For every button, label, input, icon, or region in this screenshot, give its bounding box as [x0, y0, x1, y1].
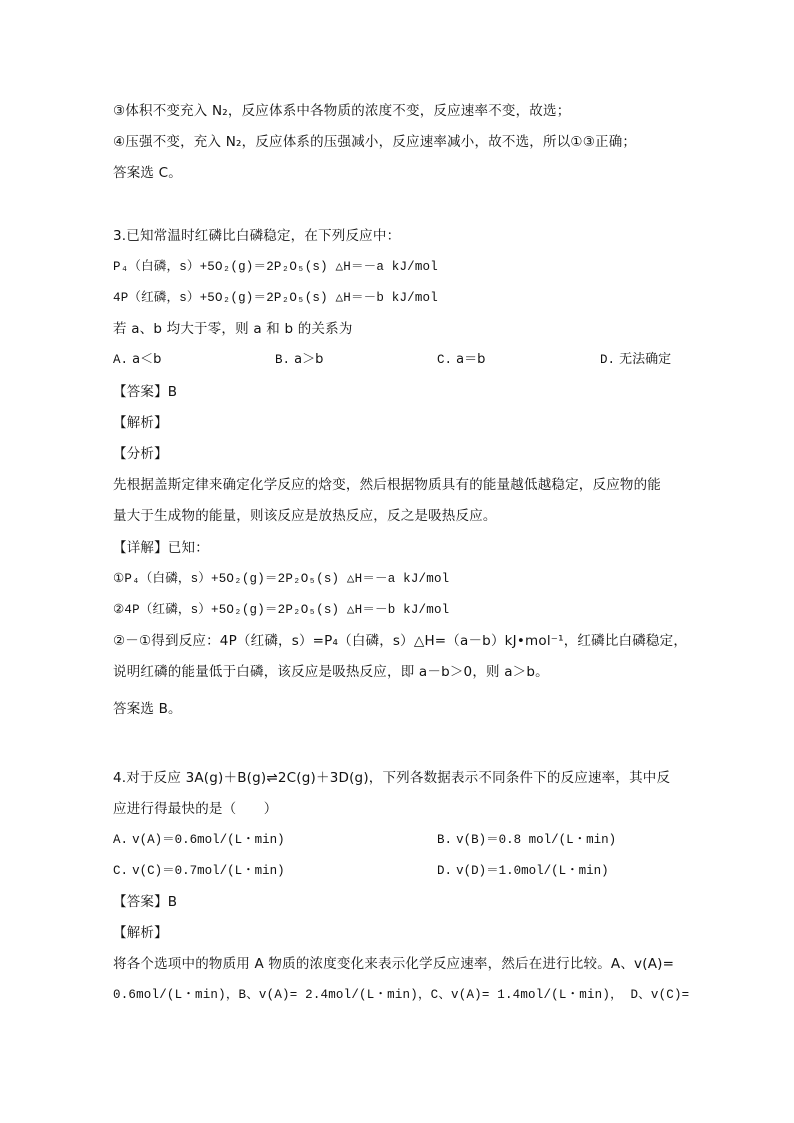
question-4-option-c: [113, 861, 285, 881]
explanation-line-3: ③体积不变充入 N₂，反应体系中各物质的浓度不变，反应速率不变，故选；: [113, 103, 571, 119]
option-text: a＝b: [456, 352, 486, 367]
option-label: A.: [113, 833, 129, 847]
question-3-option-d: [600, 350, 671, 370]
question-4-option-d: [437, 861, 609, 881]
option-label: D.: [600, 353, 616, 367]
question-3-option-a: [113, 350, 161, 370]
question-3-detail-equation-2: ②4P（红磷，s）+5O₂(g)＝2P₂O₅(s) △H＝－b kJ/mol: [113, 603, 450, 617]
option-text: 无法确定: [619, 352, 672, 367]
question-3-conclusion: 答案选 B。: [113, 701, 182, 717]
option-label: C.: [437, 353, 453, 367]
option-text: v(B)＝0.8 mol/(L・min): [456, 833, 617, 847]
question-3-analysis-label: 【解析】: [113, 415, 168, 431]
question-4-option-b: [437, 830, 616, 850]
option-text: a＜b: [132, 352, 162, 367]
question-3-fenxi-line-2: 量大于生成物的能量，则该反应是放热反应，反之是吸热反应。: [113, 508, 497, 524]
answer-line: 答案选 C。: [113, 165, 182, 181]
option-label: A.: [113, 353, 129, 367]
option-text: a＞b: [294, 352, 324, 367]
question-3-fenxi-line-1: 先根据盖斯定律来确定化学反应的焓变，然后根据物质具有的能量越低越稳定，反应物的能: [113, 477, 661, 493]
question-3-condition: 若 a、b 均大于零，则 a 和 b 的关系为: [113, 321, 353, 337]
question-3-option-c: [437, 350, 485, 370]
option-label: B.: [275, 353, 291, 367]
question-3-stem: 3.已知常温时红磷比白磷稳定，在下列反应中：: [113, 228, 401, 244]
question-3-equation-2: 4P（红磷，s）+5O₂(g)＝2P₂O₅(s) △H＝－b kJ/mol: [113, 291, 438, 305]
question-3-equation-1: P₄（白磷，s）+5O₂(g)＝2P₂O₅(s) △H＝－a kJ/mol: [113, 260, 438, 274]
explanation-line-4: ④压强不变，充入 N₂，反应体系的压强减小，反应速率减小，故不选，所以①③正确；: [113, 134, 637, 150]
question-3-detail-line-3: ②－①得到反应：4P（红磷，s）=P₄（白磷，s）△H=（a－b）kJ•mol⁻¹，红磷比白磷稳定，: [113, 633, 688, 649]
question-4-stem-line-2: 应进行得最快的是（ ）: [113, 801, 278, 817]
option-text: v(D)＝1.0mol/(L・min): [456, 864, 609, 878]
option-label: C.: [113, 864, 129, 878]
question-4-analysis-label: 【解析】: [113, 925, 168, 941]
question-3-option-b: [275, 350, 323, 370]
option-text: v(C)＝0.7mol/(L・min): [132, 864, 285, 878]
question-4-analysis-line-1: 将各个选项中的物质用 A 物质的浓度变化来表示化学反应速率，然后在进行比较。A、v(A)=: [113, 956, 675, 972]
option-label: D.: [437, 864, 453, 878]
question-4-answer: 【答案】B: [113, 894, 178, 910]
option-text: v(A)＝0.6mol/(L・min): [132, 833, 285, 847]
question-3-answer: 【答案】B: [113, 384, 178, 400]
question-3-detail-label: 【详解】已知：: [113, 540, 209, 556]
question-4-analysis-line-2: 0.6mol/(L・min)，B、v(A)= 2.4mol/(L・min)，C、v(A)= 1.4mol/(L・min)， D、v(C)=: [113, 988, 690, 1002]
question-3-detail-equation-1: ①P₄（白磷，s）+5O₂(g)＝2P₂O₅(s) △H＝－a kJ/mol: [113, 572, 450, 586]
question-4-stem-line-1: 4.对于反应 3A(g)＋B(g)⇌2C(g)＋3D(g)，下列各数据表示不同条件下的反应速率，其中反: [113, 770, 671, 786]
question-4-option-a: [113, 830, 285, 850]
option-label: B.: [437, 833, 453, 847]
question-3-detail-line-4: 说明红磷的能量低于白磷，该反应是吸热反应，即 a－b＞0，则 a＞b。: [113, 664, 549, 680]
question-3-fenxi-label: 【分析】: [113, 446, 168, 462]
